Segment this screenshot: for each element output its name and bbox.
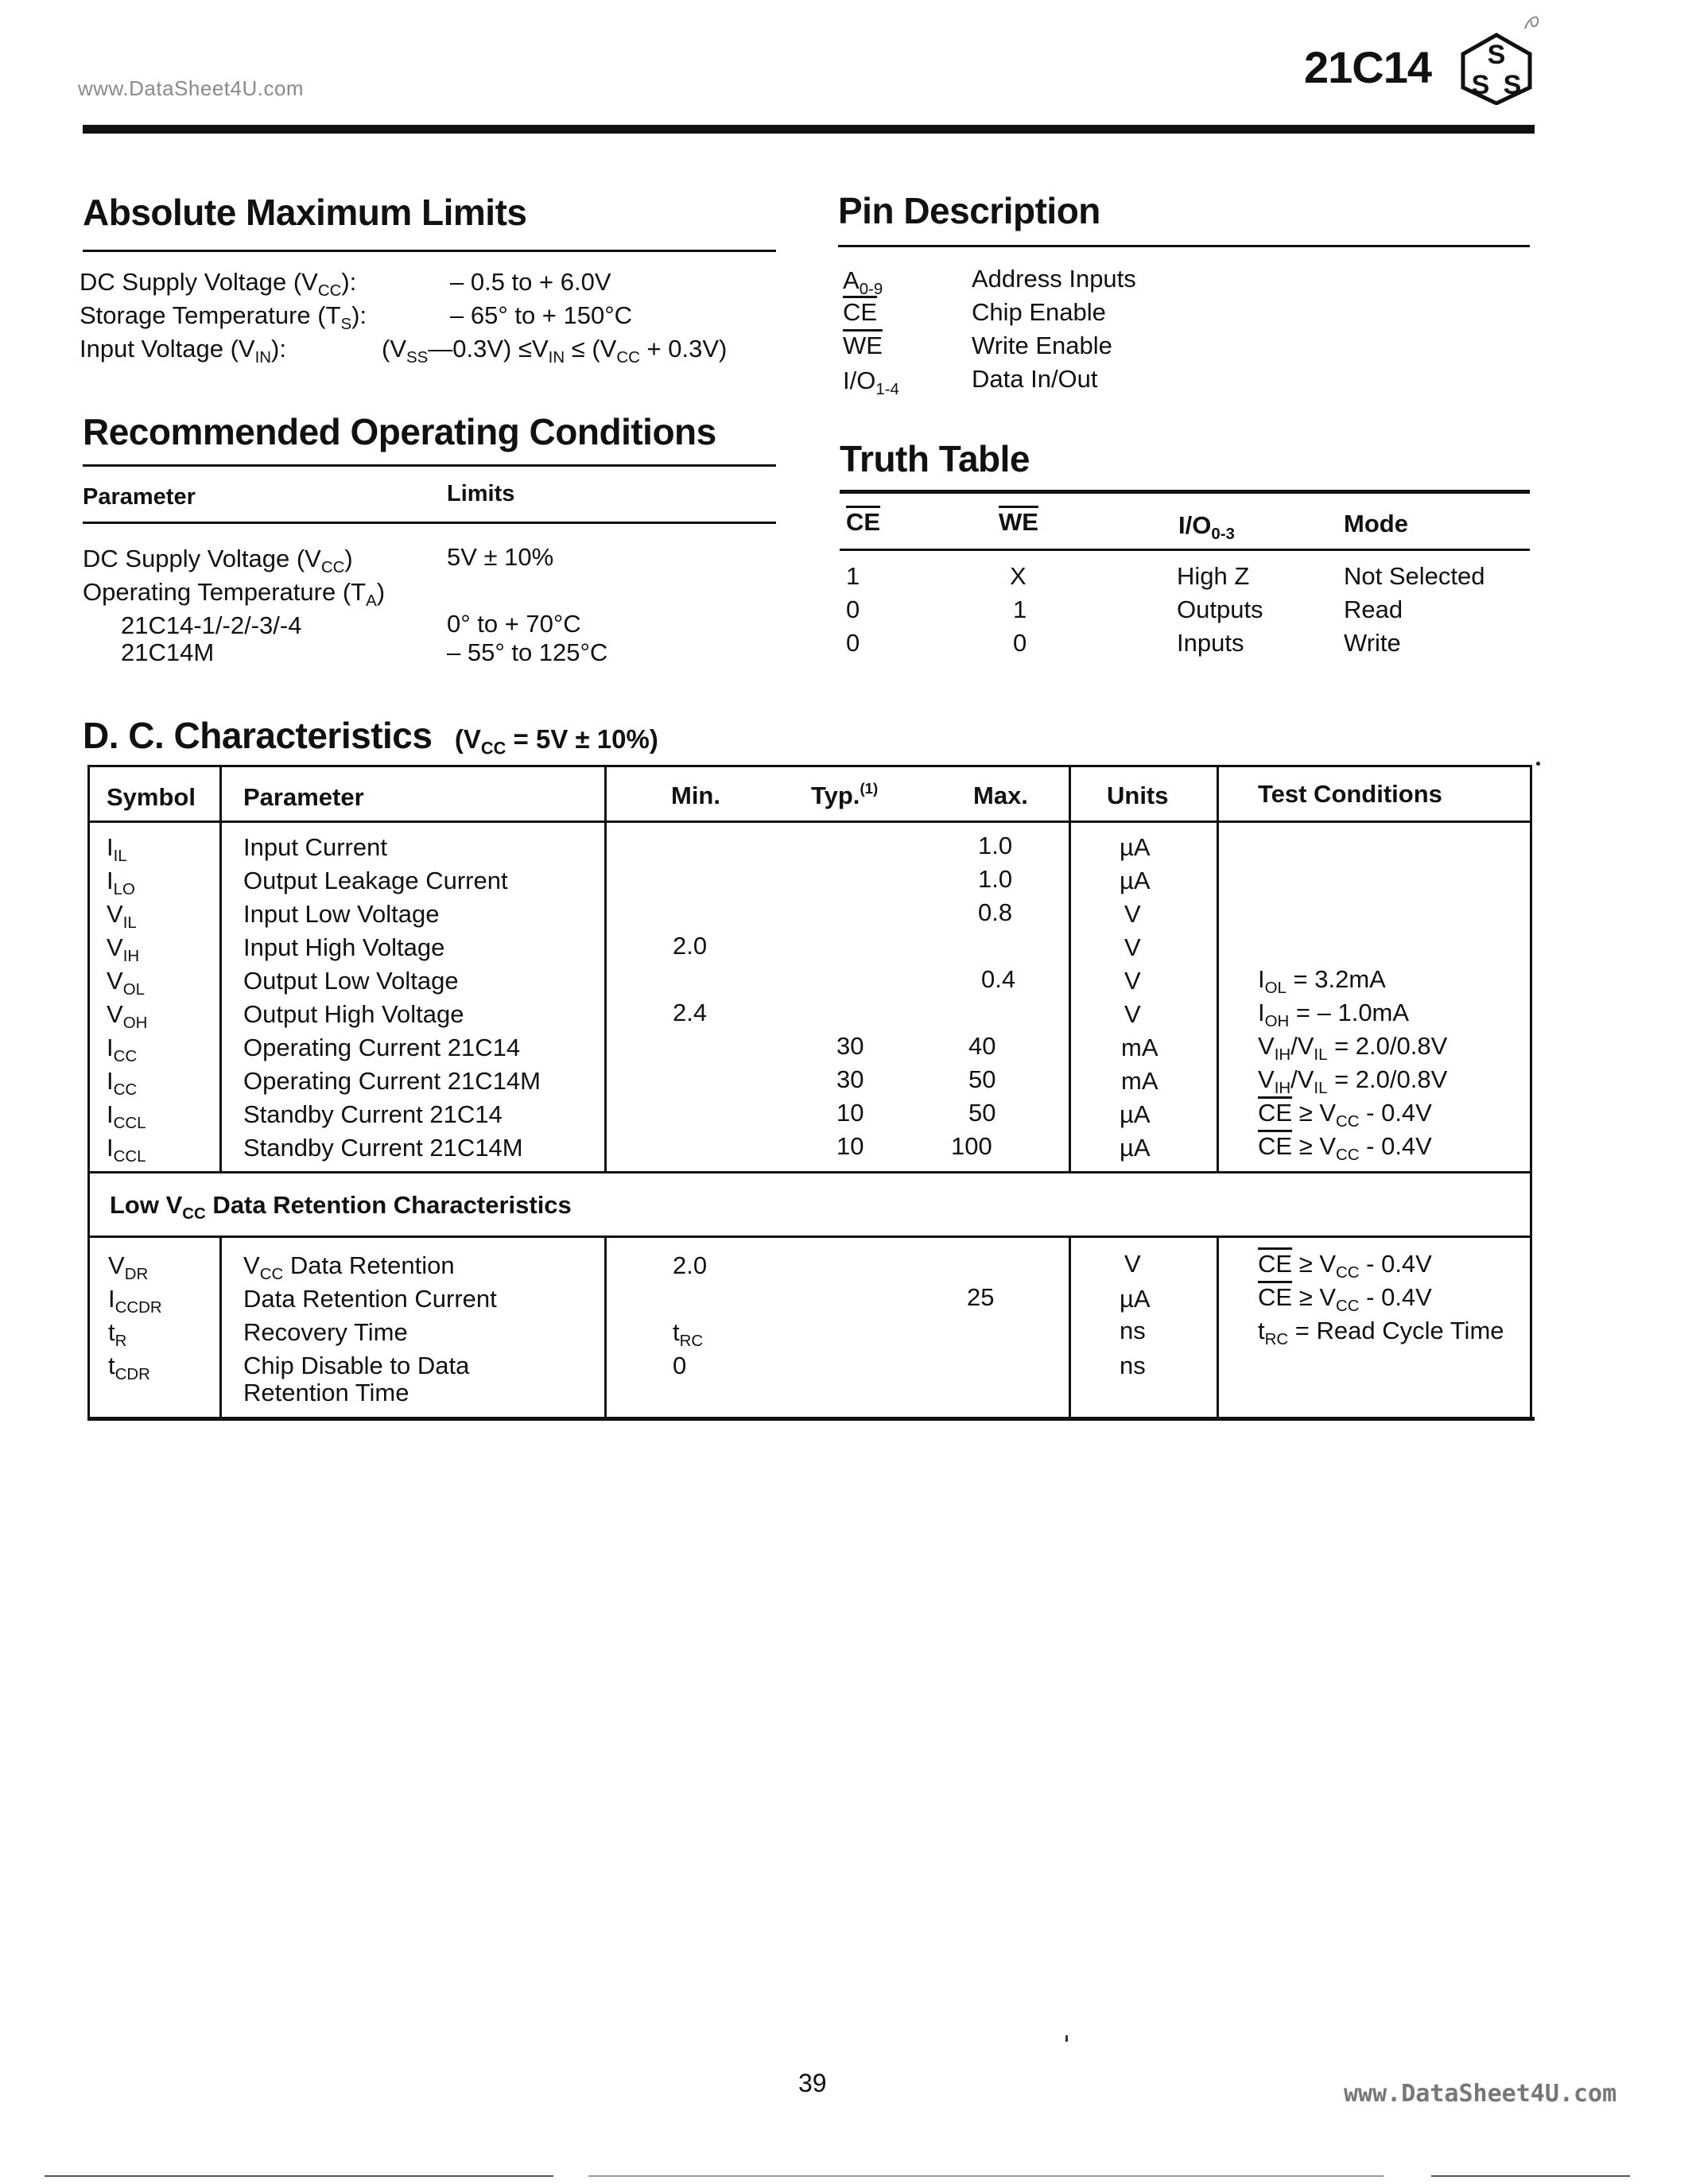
pin-sym-ce: $\overline{CE}$ [843, 298, 878, 326]
pin-sym-io: $I/O_{1-4}$ [843, 367, 899, 399]
roc-label-temp: Operating Temperature $(T_A)$ [83, 578, 386, 611]
dc-row-test: $\overline{CE} \ge V_{CC} - 0.4V$ [1258, 1283, 1432, 1316]
dc-row-symbol: $I_{CCL}$ [107, 1100, 146, 1133]
dc-row-unit: µA [1120, 1100, 1151, 1128]
dc-col-sep-1b [219, 1236, 222, 1418]
truth-row-1-we: X [1010, 562, 1027, 590]
dc-col-sep-2b [604, 1236, 607, 1418]
pin-sym-a: $A_{0-9}$ [843, 266, 883, 299]
truth-row-1-ce: 1 [846, 562, 860, 590]
dc-col-sep-1a [219, 765, 222, 1172]
dc-col-sep-3b [1069, 1236, 1071, 1418]
abs-max-value-ts: – 65° to + 150°C [450, 301, 633, 329]
pin-rule [838, 245, 1530, 247]
roc-part-1: 21C14-1/-2/-3/-4 [121, 611, 302, 639]
dc-row-test: $\overline{CE} \ge V_{CC} - 0.4V$ [1258, 1099, 1432, 1131]
dc-section2-bottom [87, 1236, 1532, 1238]
abs-max-rule [83, 250, 776, 252]
dc-row-symbol: $I_{CC}$ [107, 1034, 138, 1066]
truth-row-3-io: Inputs [1177, 629, 1244, 657]
truth-header-we: $\overline{WE}$ [999, 508, 1038, 536]
dc-row-unit: µA [1120, 1285, 1151, 1313]
dc-row-typ: 30 [836, 1065, 864, 1093]
truth-title: Truth Table [840, 438, 1030, 479]
dc-row-test: $t_{RC}$ = Read Cycle Time [1258, 1317, 1504, 1349]
sss-logo-icon [1460, 32, 1533, 105]
pin-desc-a: Address Inputs [972, 265, 1136, 293]
pin-desc-io: Data In/Out [972, 365, 1098, 393]
footer-scan-line-1 [45, 2175, 553, 2177]
dc-row-max: 50 [968, 1099, 996, 1127]
dc-row-parameter: Standby Current 21C14 [243, 1100, 503, 1128]
truth-row-3-ce: 0 [846, 629, 860, 657]
truth-row-3-we: 0 [1013, 629, 1027, 657]
dc-row-max: 50 [968, 1065, 996, 1093]
dc-row-symbol: $I_{CCL}$ [107, 1134, 146, 1166]
dc-header-parameter: Parameter [243, 783, 364, 811]
dc-col-sep-4a [1217, 765, 1219, 1172]
dc-row-max: 1.0 [978, 832, 1013, 859]
dc-row-min: 2.0 [673, 932, 708, 960]
dc-row-symbol: $V_{OL}$ [107, 967, 145, 999]
dc-header-rule [87, 820, 1532, 823]
header-rule [83, 125, 1535, 134]
dc-row-parameter: Output Low Voltage [243, 967, 459, 995]
dc-header-units: Units [1107, 782, 1169, 809]
dc-row-unit: V [1124, 933, 1141, 961]
dc-row-symbol: $I_{CCDR}$ [108, 1285, 162, 1317]
dc-frame-left [87, 765, 90, 1420]
dc-title: D. C. Characteristics [83, 715, 433, 756]
dc-row-unit: V [1124, 1250, 1141, 1278]
dc-row-max: 40 [968, 1032, 996, 1060]
dc-row-test: $I_{OL} = 3.2mA$ [1258, 965, 1386, 998]
pin-title: Pin Description [838, 190, 1100, 231]
footer-scan-line-3 [1431, 2175, 1630, 2177]
svg-text:S: S [1471, 70, 1490, 100]
dc-frame-right [1530, 765, 1532, 1420]
dc-row-parameter: Input High Voltage [243, 933, 445, 961]
truth-row-3-mode: Write [1344, 629, 1401, 657]
truth-rule-header [840, 549, 1530, 551]
dc-frame-top [87, 765, 1532, 767]
dc-section2-top [87, 1171, 1532, 1173]
dc-row-min: 2.0 [673, 1251, 708, 1279]
dc-col-sep-3a [1069, 765, 1071, 1172]
dc-row-unit: V [1124, 900, 1141, 928]
dc-row-parameter: Chip Disable to Data [243, 1352, 470, 1379]
pin-section [838, 189, 1100, 232]
roc-part-2: 21C14M [121, 638, 215, 666]
roc-part-2-value: – 55° to 125°C [447, 638, 608, 666]
dc-row-unit: V [1124, 967, 1141, 995]
dc-row-test: $V_{IH}/V_{IL} = 2.0/0.8V$ [1258, 1065, 1448, 1098]
abs-max-label-ts: Storage Temperature $(T_S)$: [80, 301, 367, 334]
dc-col-sep-2a [604, 765, 607, 1172]
speck-2 [1065, 2035, 1068, 2042]
dc-row-test: $V_{IH}/V_{IL} = 2.0/0.8V$ [1258, 1032, 1448, 1065]
watermark-bottom: www.DataSheet4U.com [1344, 2080, 1617, 2108]
dc-row-typ: 10 [836, 1132, 864, 1160]
roc-rule-top [83, 464, 776, 467]
svg-text:S: S [1503, 70, 1522, 100]
pin-desc-we: Write Enable [972, 332, 1112, 359]
dc-row-unit: ns [1120, 1352, 1146, 1379]
pin-desc-ce: Chip Enable [972, 298, 1106, 326]
dc-row-unit: µA [1120, 1134, 1151, 1162]
truth-row-1-io: High Z [1177, 562, 1250, 590]
dc-row-parameter: Output Leakage Current [243, 867, 508, 894]
truth-row-2-ce: 0 [846, 595, 860, 623]
truth-header-ce: $\overline{CE}$ [846, 508, 881, 536]
dc-row-max: 100 [951, 1132, 992, 1160]
dc-row-parameter: Output High Voltage [243, 1000, 464, 1028]
abs-max-label-vcc: DC Supply Voltage $(V_{CC})$: [80, 268, 357, 301]
pen-mark-icon [1522, 10, 1546, 33]
part-number: 21C14 [1304, 42, 1432, 92]
dc-row-min: 0 [673, 1352, 687, 1379]
dc-row-test: $\overline{CE} \ge V_{CC} - 0.4V$ [1258, 1250, 1432, 1282]
dc-header-symbol: Symbol [107, 783, 196, 811]
truth-section [840, 437, 1030, 480]
dc-header-test: Test Conditions [1258, 780, 1442, 808]
truth-rule-top [840, 490, 1530, 494]
dc-section [83, 714, 658, 757]
dc-row-symbol: $I_{CC}$ [107, 1067, 138, 1100]
dc-row-typ: 25 [967, 1283, 995, 1311]
truth-header-io: $I/O_{0-3}$ [1178, 511, 1235, 544]
dc-row-parameter: Input Low Voltage [243, 900, 440, 928]
svg-text:S: S [1487, 40, 1506, 70]
dc-row-max: 0.4 [981, 965, 1016, 993]
dc-row-unit: mA [1121, 1067, 1158, 1095]
dc-row-test: $\overline{CE} \ge V_{CC} - 0.4V$ [1258, 1132, 1432, 1165]
dc-header-max: Max. [973, 782, 1028, 809]
dc-row-symbol: $V_{DR}$ [108, 1251, 149, 1284]
dc-row-symbol: $I_{IL}$ [107, 833, 127, 866]
dc-row-max: 1.0 [978, 865, 1013, 893]
dc-row-parameter: Recovery Time [243, 1318, 408, 1346]
abs-max-section [83, 191, 526, 234]
footer-scan-line-2 [588, 2175, 1384, 2177]
dc-header-min: Min. [671, 782, 720, 809]
dc-row-symbol: $t_{CDR}$ [108, 1352, 150, 1384]
roc-rule-header [83, 522, 776, 524]
dc-row-unit: ns [1120, 1317, 1146, 1344]
dc-col-sep-4b [1217, 1236, 1219, 1418]
abs-max-value-vin: $(V_{SS}—0.3V) \le V_{IN} \le (V_{CC} + 0.3V)$ [382, 335, 728, 367]
abs-max-title: Absolute Maximum Limits [83, 192, 527, 233]
dc-row-parameter-line2: Retention Time [243, 1379, 409, 1406]
truth-row-2-mode: Read [1344, 595, 1403, 623]
dc-row-parameter: Standby Current 21C14M [243, 1134, 523, 1162]
roc-label-vcc: DC Supply Voltage $(V_{CC})$ [83, 545, 353, 577]
dc-row-parameter: Operating Current 21C14 [243, 1034, 521, 1061]
roc-title: Recommended Operating Conditions [83, 411, 716, 452]
dc-row-typ: 10 [836, 1099, 864, 1127]
dc-row-parameter: Data Retention Current [243, 1285, 497, 1313]
dc-row-symbol: $t_R$ [108, 1318, 127, 1351]
abs-max-value-vcc: – 0.5 to + 6.0V [450, 268, 611, 296]
dc-row-min: $t_{RC}$ [673, 1318, 704, 1351]
truth-row-2-io: Outputs [1177, 595, 1263, 623]
pin-sym-we: $\overline{WE}$ [843, 332, 883, 359]
truth-row-1-mode: Not Selected [1344, 562, 1485, 590]
dc-row-parameter: Operating Current 21C14M [243, 1067, 541, 1095]
dc-row-unit: V [1124, 1000, 1141, 1028]
dc-row-symbol: $V_{OH}$ [107, 1000, 148, 1033]
roc-header-parameter: Parameter [83, 484, 196, 510]
truth-header-mode: Mode [1344, 510, 1408, 537]
abs-max-label-vin: Input Voltage $(V_{IN})$: [80, 335, 286, 367]
speck [1536, 762, 1540, 766]
dc-condition: $(V_{CC} = 5V \pm 10\%)$ [454, 724, 658, 758]
watermark-top: www.DataSheet4U.com [78, 76, 305, 100]
page-number: 39 [798, 2069, 827, 2097]
dc-row-typ: 30 [836, 1032, 864, 1060]
dc-row-symbol: $V_{IL}$ [107, 900, 137, 933]
dc-row-max: 0.8 [978, 898, 1013, 926]
dc-frame-bottom [87, 1417, 1535, 1421]
dc-row-test: $I_{OH}$ = – 1.0mA [1258, 999, 1410, 1031]
dc-header-typ: Typ.$^{(1)}$ [811, 779, 879, 809]
dc-row-symbol: $I_{LO}$ [107, 867, 135, 899]
dc-row-parameter: Input Current [243, 833, 387, 861]
dc-section2-title: Low $V_{CC}$ Data Retention Characteristics [110, 1191, 572, 1224]
roc-value-vcc: 5V ± 10% [447, 543, 554, 571]
truth-row-2-we: 1 [1013, 595, 1027, 623]
roc-part-1-value: 0° to + 70°C [447, 610, 581, 638]
dc-row-parameter: $V_{CC}$ Data Retention [243, 1251, 455, 1284]
dc-row-unit: µA [1120, 867, 1151, 894]
dc-row-unit: µA [1120, 833, 1151, 861]
dc-row-unit: mA [1121, 1034, 1158, 1061]
roc-section [83, 410, 716, 453]
dc-row-min: 2.4 [673, 999, 708, 1026]
roc-header-limits: Limits [447, 481, 515, 506]
dc-row-symbol: $V_{IH}$ [107, 933, 140, 966]
